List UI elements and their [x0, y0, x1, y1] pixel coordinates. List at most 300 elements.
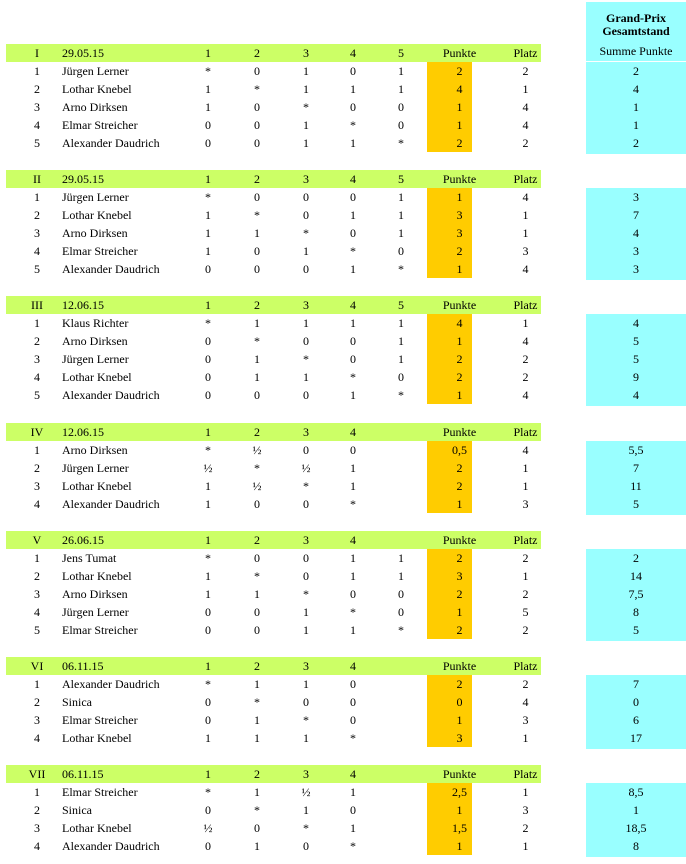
player-number: 1 [34, 443, 40, 457]
player-name: Jens Tumat [62, 551, 117, 565]
player-name: Sinica [62, 695, 92, 709]
column-header: 5 [398, 46, 404, 60]
player-name: Sinica [62, 803, 92, 817]
game-result: 1 [303, 605, 309, 619]
game-result: 0 [205, 334, 211, 348]
game-result: 0 [303, 334, 309, 348]
grand-prix-total: 7 [633, 677, 639, 691]
game-result: 0 [254, 244, 260, 258]
game-result: * [205, 316, 211, 330]
game-result: 1 [303, 677, 309, 691]
game-result: ½ [203, 821, 213, 835]
player-name: Elmar Streicher [62, 785, 138, 799]
game-result: ½ [252, 443, 262, 457]
game-result: 1 [350, 479, 356, 493]
round-number: III [31, 298, 43, 312]
player-points: 2 [456, 587, 463, 601]
game-result: 0 [205, 605, 211, 619]
game-result: 1 [254, 839, 260, 853]
player-points: 3 [456, 569, 463, 583]
player-points: 0 [456, 695, 463, 709]
game-result: 1 [398, 316, 404, 330]
player-name: Arno Dirksen [62, 226, 128, 240]
column-header: 3 [303, 533, 309, 547]
game-result: * [205, 443, 211, 457]
game-result: 1 [350, 623, 356, 637]
player-place: 1 [522, 569, 529, 583]
player-number: 1 [34, 64, 40, 78]
player-number: 4 [34, 244, 40, 258]
grand-prix-total: 2 [633, 551, 639, 565]
game-result: 1 [398, 226, 404, 240]
column-header: 5 [398, 172, 404, 186]
player-points: 1 [456, 334, 463, 348]
grand-prix-total: 18,5 [625, 821, 647, 835]
round-date: 06.11.15 [62, 767, 104, 781]
game-result: * [254, 803, 260, 817]
round-number: I [35, 46, 39, 60]
game-result: 0 [205, 118, 211, 132]
grand-prix-total: 3 [633, 244, 639, 258]
game-result: 0 [303, 388, 309, 402]
game-result: 1 [254, 316, 260, 330]
player-number: 2 [34, 695, 40, 709]
game-result: * [350, 731, 356, 745]
player-number: 2 [34, 334, 40, 348]
player-place: 1 [522, 479, 529, 493]
column-header: 5 [398, 298, 404, 312]
grand-prix-total: 4 [633, 316, 639, 330]
game-result: 0 [303, 208, 309, 222]
player-points: 1 [456, 262, 463, 276]
column-header: 1 [205, 425, 211, 439]
column-header: 2 [254, 425, 260, 439]
player-place: 2 [522, 587, 529, 601]
player-place: 4 [522, 100, 529, 114]
player-name: Alexander Daudrich [62, 497, 160, 511]
game-result: 0 [254, 100, 260, 114]
game-result: 0 [350, 334, 356, 348]
player-points: 2 [456, 352, 463, 366]
game-result: 0 [303, 569, 309, 583]
game-result: 1 [205, 731, 211, 745]
player-number: 5 [34, 388, 40, 402]
game-result: 1 [303, 82, 309, 96]
column-header: 3 [303, 425, 309, 439]
column-header: 1 [205, 767, 211, 781]
round-table [0, 296, 686, 404]
game-result: 1 [205, 587, 211, 601]
game-result: 1 [398, 64, 404, 78]
grand-prix-total: 7 [633, 208, 639, 222]
game-result: * [254, 461, 260, 475]
game-result: 0 [398, 118, 404, 132]
game-result: 1 [398, 190, 404, 204]
player-place: 4 [522, 443, 529, 457]
game-result: ½ [203, 461, 213, 475]
player-place: 4 [522, 190, 529, 204]
player-name: Alexander Daudrich [62, 136, 160, 150]
round-number: VI [30, 659, 44, 673]
player-points: 3 [456, 208, 463, 222]
points-header: Punkte [442, 533, 477, 547]
game-result: 0 [254, 388, 260, 402]
game-result: 0 [350, 695, 356, 709]
place-header: Platz [513, 659, 538, 673]
game-result: 0 [350, 713, 356, 727]
grand-prix-total: 1 [633, 118, 639, 132]
grand-prix-total: 14 [630, 569, 642, 583]
game-result: 0 [350, 226, 356, 240]
player-place: 1 [522, 731, 529, 745]
player-place: 1 [522, 82, 529, 96]
grand-prix-total: 4 [633, 388, 639, 402]
player-name: Arno Dirksen [62, 100, 128, 114]
game-result: 0 [254, 118, 260, 132]
player-number: 1 [34, 551, 40, 565]
game-result: * [398, 136, 404, 150]
game-result: * [254, 82, 260, 96]
column-header: 2 [254, 46, 260, 60]
grand-prix-total: 11 [630, 479, 642, 493]
game-result: 1 [398, 82, 404, 96]
grand-prix-total: 17 [630, 731, 642, 745]
player-number: 2 [34, 82, 40, 96]
game-result: * [303, 713, 309, 727]
player-place: 4 [522, 334, 529, 348]
points-header: Punkte [442, 767, 477, 781]
player-name: Lothar Knebel [62, 82, 132, 96]
game-result: * [303, 226, 309, 240]
player-name: Arno Dirksen [62, 587, 128, 601]
game-result: 0 [350, 587, 356, 601]
game-result: 0 [303, 443, 309, 457]
place-header: Platz [513, 46, 538, 60]
game-result: 1 [254, 731, 260, 745]
player-points: 1 [456, 605, 463, 619]
grand-prix-total: 8 [633, 839, 639, 853]
game-result: 1 [303, 316, 309, 330]
game-result: 0 [205, 370, 211, 384]
player-name: Lothar Knebel [62, 821, 132, 835]
round-table [0, 44, 686, 152]
player-name: Alexander Daudrich [62, 388, 160, 402]
player-points: 0,5 [452, 443, 467, 457]
game-result: * [350, 839, 356, 853]
game-result: 0 [303, 551, 309, 565]
game-result: * [205, 677, 211, 691]
player-points: 1 [456, 100, 463, 114]
game-result: 0 [350, 352, 356, 366]
game-result: 1 [398, 569, 404, 583]
game-result: * [254, 695, 260, 709]
player-points: 2 [456, 244, 463, 258]
player-place: 2 [522, 677, 529, 691]
game-result: ½ [252, 479, 262, 493]
player-place: 3 [522, 497, 529, 511]
column-header: 3 [303, 298, 309, 312]
game-result: * [350, 497, 356, 511]
player-place: 3 [522, 244, 529, 258]
player-number: 5 [34, 262, 40, 276]
game-result: 1 [303, 64, 309, 78]
points-header: Punkte [442, 172, 477, 186]
game-result: * [303, 100, 309, 114]
game-result: 1 [350, 316, 356, 330]
points-header: Punkte [442, 659, 477, 673]
grand-prix-total: 2 [633, 64, 639, 78]
player-number: 3 [34, 713, 40, 727]
player-name: Elmar Streicher [62, 244, 138, 258]
game-result: 1 [254, 587, 260, 601]
grand-prix-total: 8 [633, 605, 639, 619]
game-result: 1 [303, 803, 309, 817]
player-place: 4 [522, 695, 529, 709]
game-result: * [398, 388, 404, 402]
game-result: 0 [205, 623, 211, 637]
game-result: 1 [254, 785, 260, 799]
game-result: 0 [205, 695, 211, 709]
game-result: 1 [205, 244, 211, 258]
game-result: 0 [205, 713, 211, 727]
round-number: II [33, 172, 41, 186]
player-points: 2 [456, 461, 463, 475]
player-points: 1 [456, 190, 463, 204]
game-result: * [254, 569, 260, 583]
game-result: 1 [205, 82, 211, 96]
game-result: 0 [303, 497, 309, 511]
game-result: 1 [398, 208, 404, 222]
player-name: Arno Dirksen [62, 334, 128, 348]
player-number: 3 [34, 100, 40, 114]
grand-prix-subtitle: Summe Punkte [599, 44, 673, 58]
grand-prix-total: 7 [633, 461, 639, 475]
player-name: Jürgen Lerner [62, 605, 129, 619]
player-number: 1 [34, 677, 40, 691]
grand-prix-total: 5 [633, 352, 639, 366]
game-result: 1 [303, 244, 309, 258]
player-place: 2 [522, 64, 529, 78]
place-header: Platz [513, 767, 538, 781]
grand-prix-total: 4 [633, 82, 639, 96]
player-name: Jürgen Lerner [62, 352, 129, 366]
game-result: 1 [303, 623, 309, 637]
game-result: * [254, 208, 260, 222]
game-result: 0 [254, 623, 260, 637]
player-place: 1 [522, 226, 529, 240]
game-result: * [303, 587, 309, 601]
column-header: 2 [254, 767, 260, 781]
player-place: 4 [522, 388, 529, 402]
player-place: 1 [522, 208, 529, 222]
game-result: * [398, 262, 404, 276]
round-number: VII [28, 767, 46, 781]
round-table [0, 657, 686, 747]
round-date: 29.05.15 [62, 172, 104, 186]
player-place: 2 [522, 136, 529, 150]
game-result: 1 [254, 713, 260, 727]
round-table [0, 423, 686, 513]
game-result: 1 [303, 731, 309, 745]
player-number: 2 [34, 208, 40, 222]
grand-prix-total: 0 [633, 695, 639, 709]
player-points: 2 [456, 551, 463, 565]
game-result: * [303, 821, 309, 835]
player-number: 4 [34, 370, 40, 384]
game-result: 1 [350, 388, 356, 402]
player-place: 2 [522, 821, 529, 835]
column-header: 3 [303, 46, 309, 60]
round-number: V [32, 533, 42, 547]
player-name: Alexander Daudrich [62, 262, 160, 276]
column-header: 3 [303, 172, 309, 186]
round-date: 29.05.15 [62, 46, 104, 60]
column-header: 4 [350, 425, 356, 439]
grand-prix-total: 7,5 [628, 587, 644, 601]
game-result: 1 [254, 226, 260, 240]
player-points: 2 [456, 677, 463, 691]
player-name: Alexander Daudrich [62, 839, 160, 853]
player-points: 1 [456, 118, 463, 132]
round-table [0, 765, 686, 855]
grand-prix-total: 5,5 [628, 443, 644, 457]
player-place: 1 [522, 839, 529, 853]
game-result: * [303, 479, 309, 493]
player-number: 4 [34, 731, 40, 745]
player-name: Jürgen Lerner [62, 64, 129, 78]
game-result: 1 [205, 497, 211, 511]
grand-prix-title-2: Gesamtstand [602, 24, 670, 38]
game-result: 1 [303, 370, 309, 384]
points-header: Punkte [442, 298, 477, 312]
game-result: 0 [205, 388, 211, 402]
game-result: 1 [303, 136, 309, 150]
player-points: 4 [456, 316, 463, 330]
game-result: 0 [398, 100, 404, 114]
player-number: 2 [34, 461, 40, 475]
game-result: 0 [350, 677, 356, 691]
game-result: 0 [398, 587, 404, 601]
grand-prix-total: 1 [633, 803, 639, 817]
game-result: 0 [254, 551, 260, 565]
game-result: 1 [205, 479, 211, 493]
game-result: 0 [254, 136, 260, 150]
game-result: ½ [301, 785, 311, 799]
game-result: 0 [254, 497, 260, 511]
column-header: 2 [254, 298, 260, 312]
player-number: 2 [34, 803, 40, 817]
player-number: 1 [34, 316, 40, 330]
game-result: * [205, 785, 211, 799]
game-result: * [350, 370, 356, 384]
player-name: Lothar Knebel [62, 731, 132, 745]
game-result: 1 [398, 334, 404, 348]
game-result: 1 [254, 370, 260, 384]
grand-prix-total: 2 [633, 136, 639, 150]
column-header: 4 [350, 298, 356, 312]
column-header: 1 [205, 298, 211, 312]
game-result: 1 [303, 118, 309, 132]
round-date: 06.11.15 [62, 659, 104, 673]
grand-prix-total: 1 [633, 100, 639, 114]
game-result: ½ [301, 461, 311, 475]
player-number: 1 [34, 190, 40, 204]
player-place: 2 [522, 623, 529, 637]
player-points: 2 [456, 479, 463, 493]
player-place: 1 [522, 316, 529, 330]
column-header: 4 [350, 767, 356, 781]
player-number: 5 [34, 623, 40, 637]
player-points: 1 [456, 713, 463, 727]
player-name: Lothar Knebel [62, 208, 132, 222]
game-result: 0 [205, 839, 211, 853]
player-name: Lothar Knebel [62, 370, 132, 384]
column-header: 2 [254, 533, 260, 547]
grand-prix-title: Grand-Prix [606, 11, 666, 25]
game-result: 0 [350, 803, 356, 817]
round-date: 12.06.15 [62, 298, 104, 312]
points-header: Punkte [442, 46, 477, 60]
game-result: 1 [205, 569, 211, 583]
round-date: 26.06.15 [62, 533, 104, 547]
game-result: 0 [303, 839, 309, 853]
player-name: Klaus Richter [62, 316, 129, 330]
player-points: 3 [456, 731, 463, 745]
game-result: * [254, 334, 260, 348]
player-number: 4 [34, 118, 40, 132]
game-result: 0 [303, 190, 309, 204]
game-result: 0 [205, 352, 211, 366]
grand-prix-total: 3 [633, 190, 639, 204]
column-header: 1 [205, 46, 211, 60]
game-result: 0 [254, 821, 260, 835]
game-result: 0 [350, 190, 356, 204]
game-result: 0 [303, 695, 309, 709]
grand-prix-total: 5 [633, 497, 639, 511]
player-place: 1 [522, 461, 529, 475]
game-result: 1 [350, 262, 356, 276]
player-name: Jürgen Lerner [62, 190, 129, 204]
player-place: 2 [522, 352, 529, 366]
game-result: 1 [205, 226, 211, 240]
place-header: Platz [513, 172, 538, 186]
game-result: 0 [205, 136, 211, 150]
grand-prix-total: 4 [633, 226, 639, 240]
game-result: 0 [254, 190, 260, 204]
game-result: 1 [254, 677, 260, 691]
game-result: 1 [350, 569, 356, 583]
player-name: Alexander Daudrich [62, 677, 160, 691]
player-place: 2 [522, 551, 529, 565]
player-number: 4 [34, 605, 40, 619]
game-result: * [350, 118, 356, 132]
place-header: Platz [513, 533, 538, 547]
points-header: Punkte [442, 425, 477, 439]
player-name: Lothar Knebel [62, 569, 132, 583]
player-points: 1 [456, 497, 463, 511]
game-result: 1 [398, 551, 404, 565]
game-result: 0 [398, 370, 404, 384]
game-result: * [350, 605, 356, 619]
player-place: 5 [522, 605, 529, 619]
place-header: Platz [513, 298, 538, 312]
game-result: 0 [398, 244, 404, 258]
round-number: IV [30, 425, 44, 439]
column-header: 4 [350, 46, 356, 60]
player-points: 1,5 [452, 821, 467, 835]
column-header: 3 [303, 767, 309, 781]
game-result: 1 [254, 352, 260, 366]
